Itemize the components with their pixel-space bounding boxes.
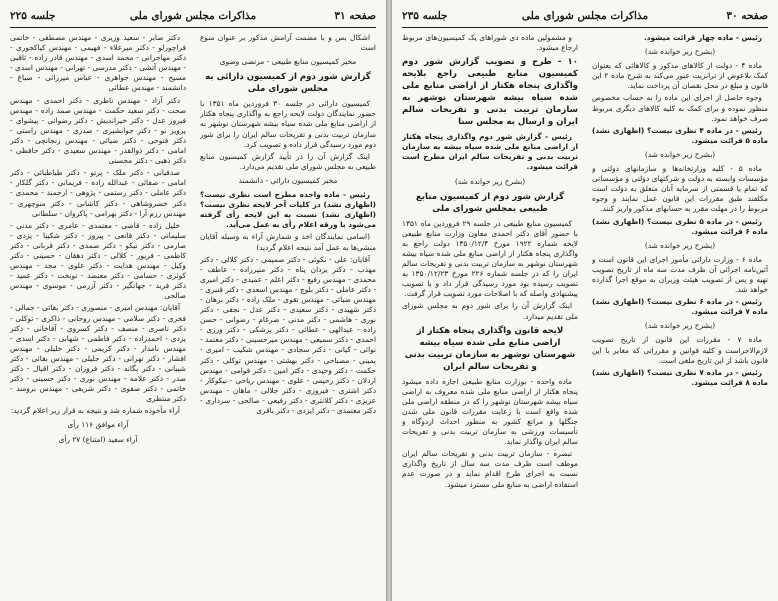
name-list: صدقیانی - دکتر ملک - پرتو - دکتر طباطبائی - دکتر امامی - صفائی - عبدالله زاده - فریمانی - دکتر گلکار - دکتر عاملی - دکتر رستمی - پژوهی - ارجمند - محمدی - دکتر خسروشاهی - دکتر کاشانی - دکتر منوچهری - مهندس رزم آرا - دکتر بهرامی - پاکروان - سلطانی [10, 168, 186, 218]
paragraph: (اسامی نمایندگان اخذ و شمارش آراء به وسیله آقایان منشی‌ها به عمل آمد نتیجه اعلام گردید) [200, 232, 376, 252]
vote-count: آراء سفید (امتناع) ۲۷ رأی [58, 434, 138, 444]
left-running-head [10, 8, 376, 26]
paragraph: اینک گزارش آن را برای شور دوم به مجلس شورای ملی تقدیم میدارد. [402, 301, 578, 321]
signature: مخبر کمیسیون منابع طبیعی - مرتضی وضوی [219, 57, 357, 67]
right-running-head [402, 8, 768, 26]
left-page-number: صفحه ۳۱ [334, 10, 376, 22]
speaker-paragraph: رئیس - در ماده ۷ نظری نیست؟ (اظهاری نشد) ماده ۸ قرائت میشود. [592, 367, 768, 387]
article-paragraph: ماده ۴ - دولت از کالاهای مذکور و کالاهائی که بعنوان کمک بلاعوض از ترانزیت عبور می‌کند به شرح ماده ۲ این قانون و مبلغ در محل نقصان آن پرداخت نماید. [592, 61, 768, 91]
paragraph: اشکال بس و با مضمت آرامش مذکور بر عنوان منوع است [200, 33, 376, 53]
left-header-rule [10, 27, 376, 28]
name-list: آقایان: مهندس امیری - منصوری - دکتر بقائی - جمالی - فخری - دکتر سلامی - مهندس روحانی - ذاکری - توکلی - دکتر ناصری - منصف - دکتر کسروی - آقاخانی - دکتر یزدی - احمدزاده - دکتر فاطمی - شهابی - دکتر اسدی - مهندس نامدار - دکتر کریمی - دکتر خلیلی - مهندس افشار - دکتر تهرانی - دکتر جلیلی - مهندس بقائی - دکتر شیبانی - دکتر یگانه - دکتر فروزان - دکتر اقبال - دکتر صدر - دکتر علامه - مهندس نوری - دکتر حسینی - دکتر خاتمی - دکتر صفوی - دکتر شریفی - مهندس برومند - دکتر منتظری [10, 303, 186, 404]
paragraph: آراء مأخوذه شماره شد و نتیجه به قرار زیر اعلام گردید: [10, 406, 180, 416]
article-paragraph: ماده ۶ - وزارت دارائی مأمور اجرای این قانون است و آئین‌نامه اجرائی آن ظرف مدت سه ماه از تاریخ تصویب تهیه و پس از تصویب هیئت وزیران به موقع اجرا گذارده خواهد شد. [592, 254, 768, 295]
paragraph: کمیسیون منابع طبیعی در جلسه ۲۹ فروردین ماه ۱۳۵۱ با حضور آقای دکتر احمدی معاون وزارت منابع طبیعی لایحه شماره ۱۹۲۲ مورخ ۱۳۵۰/۱۲/۴ دولت راجع به واگذاری پنجاه هکتار از اراضی منابع ملی شده سیاه بیشه شهرستان نوشهر به سازمان تربیت بدنی و تفریحات سالم ایران را که در جلسه شماره ۲۲۶ مورخ ۱۳۵۰/۱۲/۲۳ به تصویب رسیده بود مورد رسیدگی قرار داد و با تصویب پیشنهادی واصله که با اصلاحات مورد تصویب قرار گرفت. [402, 218, 578, 299]
speaker-paragraph: رئیس - ماده چهار قرائت میشود. [643, 33, 762, 42]
right-page [392, 0, 778, 601]
paragraph: وجوه حاصل از اجرای این ماده را به حساب مخصوص منظور نموده و برای کمک به کلیه کالاهای دیگری مربوط صرف خواهد نمود. [592, 93, 768, 123]
bill-title: لایحه قانون واگذاری پنجاه هکتار از اراضی منابع ملی شده سیاه بیشه شهرستان نوشهر به سازمان تربیت بدنی و تفریحات سالم ایران [404, 325, 576, 372]
right-header-rule [402, 27, 768, 28]
left-page [0, 0, 386, 601]
right-page-column-left [402, 33, 578, 593]
report-heading: گزارش شور دوم از کمیسیون دارائی به مجلس شورای ملی [205, 72, 371, 95]
name-list: دکتر آزاد - مهندس ناظری - دکتر احمدی - مهندس صحت - دکتر سعید حکمت - مهندس صمد زاده - مهندس فیروز عدل - دکتر خیراندیش - دکتر رضوانی - پیشوای - پرویز نو - دکتر جوانشیری - صدری - مهندس راستی - دکتر فتوحی - دکتر ضیائی - مهندس زنجانچی - دکتر امامی - دکتر ذوالقدر - مهندس سعیدی - دکتر حافظی - دکتر ذهبی - دکتر محسنی [10, 95, 186, 166]
reading-note: (بشرح زیر خوانده شد) [454, 176, 526, 186]
signature: مخبر کمیسیون دارائی - دانشمند [238, 175, 338, 185]
right-session-label: جلسه ۲۳۵ [402, 10, 448, 22]
left-header-title: مذاکرات مجلس شورای ملی [129, 10, 257, 22]
agenda-heading: ۱۰ - طرح و تصویب گزارش شور دوم کمیسیون منابع طبیعی راجع بلایحه واگذاری پنجاه هکتار از اراضی منابع ملی شده سیاه بیشه شهرستان نوشهر به سازمان تربیت بدنی و تفریحات سالم ایران و ارسال به مجلس سنا [402, 57, 578, 128]
right-page-number: صفحه ۳۰ [726, 10, 768, 22]
reading-note: (بشرح زیر خوانده شد) [644, 321, 716, 331]
right-columns [402, 33, 768, 593]
left-session-label: جلسه ۲۲۵ [10, 10, 56, 22]
right-page-column-right [592, 33, 768, 593]
right-header-title: مذاکرات مجلس شورای ملی [521, 10, 649, 22]
reading-note: (بشرح زیر خوانده شد) [644, 149, 716, 159]
left-page-column-right [200, 33, 376, 593]
article-paragraph: ماده ۵ - کلیه وزارتخانه‌ها و سازمانهای دولتی و مؤسسات وابسته به دولت و شرکتهای دولتی و مؤسساتی که تمام یا قسمتی از سرمایه آنان متعلق به دولت است مکلفند طبق مقررات این قانون عمل نمایند و وجوه مربوط را در مهلت مقرر به حسابهای مذکور واریز کنند. [592, 164, 768, 214]
vote-count: آراء موافق ۱۱۶ رأی [67, 420, 129, 430]
name-list: دکتر صابر - سعید وزیری - مهندس مصطفی - خاتمی قراچورلو - دکتر میرعلاء - فهیمی - مهندس کیاکجوری - دکتر مهاجرانی - محمد اسدی - مهندس قادر زاده - ثاقبی - مهندس آتشی - دکتر مدرسی - تهرانی - مهندس اسدی - مسیح - مهندس جواهری - عباس میرزائی - صباغ - دانشمند - مهندس عطائی [10, 33, 186, 93]
article-paragraph: ماده ۷ - مقررات این قانون از تاریخ تصویب لازم‌الاجراست و کلیه قوانین و مقرراتی که مغایر با این قانون باشد از این تاریخ ملغی است. [592, 335, 768, 365]
note-paragraph: تبصره - سازمان تربیت بدنی و تفریحات سالم ایران موظف است ظرف مدت سه سال از تاریخ واگذاری نسبت به اجرای طرح اقدام نماید و در صورت عدم استفاده اراضی به منابع ملی مسترد میشود. [402, 449, 578, 489]
name-list: خلیل زاده - قاضی - معتمدی - عامری - دکتر مدنی - سلیمانی - دکتر قانعی - پیروز - دکتر شکیبا - یزدی - صارمی - دکتر نیکو - دکتر صمدی - دکتر قربانی - دکتر کاظمی - فریور - کلالی - دکتر دهقان - حسینی - دکتر وکیل - مهندس هدایت - دکتر علوی - مجد - مهندس کوثری - حسامی - دکتر معتضد - نوبخت - دکتر عمید - دکتر فرید - جهانگیر - دکتر آزرمی - موسوی - مهندس صالحی [10, 220, 186, 301]
speaker-paragraph: رئیس - در ماده ۵ نظری نیست؟ (اظهاری نشد) ماده ۶ قرائت میشود. [592, 216, 768, 236]
reading-note: (بشرح زیر خوانده شد) [644, 47, 716, 57]
left-page-column-left [10, 33, 186, 593]
speaker-paragraph: رئیس - ماده واحده مطرح است نظری نیست؟ (اظهاری نشد) در کلیات آخر لایحه نظری نیست؟ (اظهاری نشد) نسبت به این لایحه رأی گرفته می‌شود با ورقه اعلام رأی به عمل می‌آید. [200, 190, 376, 230]
paragraph: اینک گزارش آن را در تأیید گزارش کمیسیون منابع طبیعی به مجلس شورای ملی تقدیم می‌دارد. [200, 151, 376, 171]
speaker-paragraph: رئیس - در ماده ۴ نظری نیست؟ (اظهاری نشد) ماده ۵ قرائت میشود. [592, 125, 768, 145]
speaker-paragraph: رئیس - در ماده ۶ نظری نیست؟ (اظهاری نشد) ماده ۷ قرائت میشود. [592, 297, 768, 317]
article-paragraph: ماده واحده - بوزارت منابع طبیعی اجازه داده میشود پنجاه هکتار از اراضی منابع ملی شده معروف به اراضی سیاه بیشه شهرستان نوشهر را که در منطقه اراضی ملی شده واقع است با رعایت مقررات قانون ملی شدن جنگلها و مراتع کشور به منظور احداث اردوگاه و تأسیسات ورزشی به سازمان تربیت بدنی و تفریحات سالم ایران واگذار نماید. [402, 376, 578, 447]
report-heading: گزارش شور دوم از کمیسیون منابع طبیعی بمجلس شورای ملی [415, 191, 565, 214]
speaker-paragraph: رئیس - گزارش شور دوم واگذاری پنجاه هکتار از اراضی منابع ملی شده سیاه بیشه به سازمان تربیت بدنی و تفریحات سالم ایران مطرح است قرائت میشود. [402, 132, 578, 172]
name-list: آقایان: علی - نکوئی - دکتر صمیمی - دکتر کلالی - دکتر مهذب - دکتر یزدان پناه - دکتر منیرزاده - عاطف - محمدی - مهندس رفیع - دکتر اعلم - عمیدی - دکتر امیری - دکتر عاملی - دکتر بلوچ - مهندس اسعدی - دکتر قنبری - مهندس ضیائی - مهندس تقوی - ملک زاده - دکتر برهان - دکتر شهیدی - دکتر سعیدی - دکتر عدل - نجفی - دکتر نوری - هاشمی - دکتر مدنی - ضرغام - رضوانی - حسن زاده - عبدالهی - عطائی - دکتر پزشکی - دکتر ورزی - احمدی - دکتر سمیعی - مهندس میرحسینی - دکتر معتمد - نوائی - کیانی - دکتر سجادی - مهندس شکیب - امیری - یمینی - مصباحی - دکتر بهشتی - مهندس توکلی - دکتر حکمت - دکتر وحیدی - دکتر امین - دکتر قوامی - مهندس اردلان - دکتر رحیمی - علوی - مهندس ریاحی - نیکوکار - دکتر اشتری - فیروزی - دکتر جلالی - ماهان - مهندس عزیزی - دکتر کلانتری - دکتر رفیعی - صالحی - سرداری - دکتر معتمدی - دکتر ایزدی - دکتر باقری [200, 254, 376, 415]
paragraph: و مشمولین ماده دی شوراهای یک کمیسیون‌های مربوط ارجاع میشود. [402, 33, 578, 53]
left-columns [10, 33, 376, 593]
reading-note: (بشرح زیر خوانده شد) [644, 240, 716, 250]
paragraph: کمیسیون دارائی در جلسه ۳۰ فروردین ماه ۱۳۵۱ با حضور نمایندگان دولت لایحه راجع به واگذاری پنجاه هکتار از اراضی منابع ملی شده سیاه بیشه شهرستان نوشهر به سازمان تربیت بدنی و تفریحات سالم ایران را برای شور دوم مورد رسیدگی قرار داده و تصویب کرد. [200, 99, 376, 149]
